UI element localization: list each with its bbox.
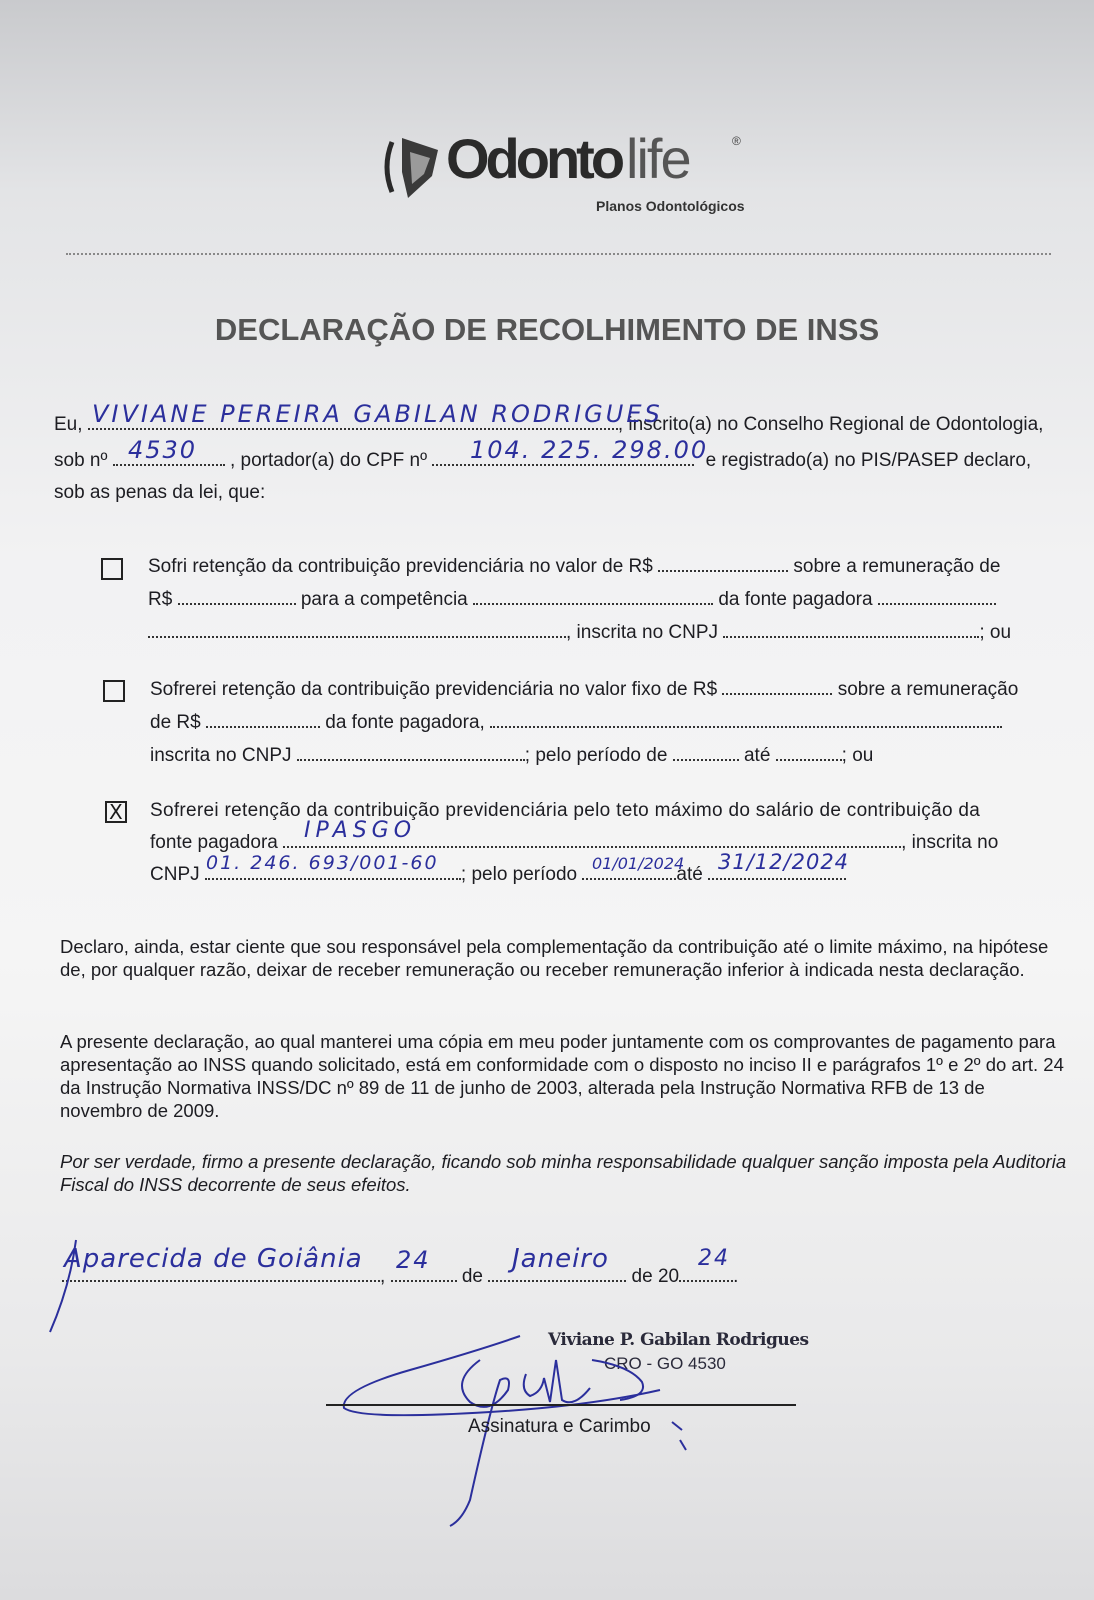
option3-text-a: fonte pagadora (150, 832, 278, 853)
city-flourish-stroke (46, 1236, 86, 1336)
intro-after-name: , inscrito(a) no Conselho Regional de Odontologia, (617, 414, 1044, 435)
option2-text-b: sobre a remuneração (837, 679, 1019, 700)
option3-from-field (582, 877, 676, 880)
city-field-line (62, 1279, 380, 1282)
stamp-cro: CRO - GO 4530 (604, 1354, 726, 1373)
logo-brand-bold: Odonto (446, 127, 622, 190)
option2-text-c: de R$ (150, 712, 201, 733)
period-from-handwritten: 01/01/2024 (592, 854, 685, 873)
option2-text-e: inscrita no CNPJ (150, 745, 292, 766)
option3-checkbox[interactable] (105, 801, 127, 823)
option1-text-b: sobre a remuneração de (793, 556, 1001, 577)
stamp-name: Viviane P. Gabilan Rodrigues (548, 1330, 809, 1350)
paragraph-conformity: A presente declaração, ao qual manterei uma cópia em meu poder juntamente com os comprovantes de pagamento para apresentação ao INSS quando solicitado, está em conformidade com o disposto no inciso II e parágrafos 1º e 2º do art. 24 da Instrução Normativa INSS/DC nº 89 de 11 de junho de 2003, alterada pela Instrução Normativa RFB de 13 de novembro de 2009. (60, 1031, 1064, 1121)
day-field-line (391, 1279, 457, 1282)
option1-value-field (658, 569, 788, 572)
option3-line2 (150, 832, 998, 854)
option2-line2 (150, 712, 1002, 734)
logo (380, 128, 760, 228)
option2-text-a: Sofrerei retenção da contribuição previdenciária no valor fixo de R$ (150, 679, 718, 700)
option1-line3 (148, 622, 1011, 644)
option3-to-field (708, 877, 846, 880)
option1-checkbox[interactable] (101, 558, 123, 580)
option1-fonte-cont-field (148, 635, 566, 638)
option3-line1: Sofrerei retenção da contribuição previdenciária pelo teto máximo do salário de contribuição da (150, 800, 981, 821)
option1-text-d: para a competência (300, 589, 468, 610)
logo-registered-mark: ® (732, 134, 741, 148)
signature-label: Assinatura e Carimbo (468, 1416, 651, 1437)
option2-fonte-field (490, 725, 1002, 728)
option2-to-field (776, 758, 842, 761)
option2-from-field (673, 758, 739, 761)
logo-mark-icon (380, 132, 442, 202)
month-field-line (488, 1279, 626, 1282)
option1-remuneration-field (178, 602, 296, 605)
intro-registrado: e registrado(a) no PIS/PASEP declaro, (705, 450, 1032, 471)
year-field-line (679, 1279, 733, 1282)
option3-text-e: até (676, 864, 703, 885)
logo-tagline: Planos Odontológicos (596, 198, 745, 214)
header-divider (66, 253, 1051, 255)
period-to-handwritten: 31/12/2024 (718, 850, 850, 874)
option2-text-h: ; ou (841, 745, 874, 766)
option2-text-d: da fonte pagadora, (325, 712, 485, 733)
option1-text-e: da fonte pagadora (718, 589, 873, 610)
paragraph-closing: Por ser verdade, firmo a presente declaração, ficando sob minha responsabilidade qualquer sanção imposta pela Auditoria Fiscal do INSS decorrente de seus efeitos. (60, 1151, 1067, 1195)
day-handwritten: 24 (396, 1246, 431, 1274)
cpf-handwritten: 104. 225. 298.00 (470, 436, 709, 464)
option1-competencia-field (473, 602, 713, 605)
option2-remuneration-field (206, 725, 320, 728)
year-handwritten: 24 (698, 1246, 730, 1271)
option3-check-mark: X (109, 800, 123, 824)
option1-line2 (148, 589, 996, 611)
option1-cnpj-field (723, 635, 979, 638)
date-comma: , (380, 1266, 386, 1287)
date-de-2: de 20 (631, 1266, 680, 1287)
signature-line (326, 1404, 796, 1406)
option3-fonte-field (283, 845, 901, 848)
option2-text-g: até (743, 745, 771, 766)
option1-text-a: Sofri retenção da contribuição previdenciária no valor de R$ (148, 556, 653, 577)
date-dot: . (733, 1266, 739, 1287)
option1-fonte-field (878, 602, 996, 605)
option3-text-c: CNPJ (150, 864, 200, 885)
option3-text-d: ; pelo período (460, 864, 578, 885)
paragraph-responsibility: Declaro, ainda, estar ciente que sou responsável pela complementação da contribuição até o limite máximo, na hipótese de, por qualquer razão, deixar de receber remuneração ou receber remuneração inferior à indicada nesta declaração. (60, 936, 1049, 980)
intro-sob: sob nº (54, 450, 108, 471)
option1-text-g: ; ou (979, 622, 1012, 643)
option2-value-field (722, 692, 832, 695)
city-handwritten: Aparecida de Goiânia (64, 1244, 363, 1274)
option2-line1 (150, 679, 1018, 701)
intro-eu: Eu, (54, 414, 83, 435)
logo-brand-light: life (626, 127, 690, 190)
intro-portador: , portador(a) do CPF nº (229, 450, 428, 471)
option2-text-f: ; pelo período de (524, 745, 668, 766)
option1-text-f: , inscrita no CNPJ (566, 622, 719, 643)
option2-cnpj-field (297, 758, 525, 761)
number-handwritten: 4530 (128, 436, 198, 464)
option1-line1 (148, 556, 1000, 578)
name-handwritten: VIVIANE PEREIRA GABILAN RODRIGUES (92, 400, 663, 428)
option3-text-b: , inscrita no (901, 832, 999, 853)
option2-line3 (150, 745, 873, 767)
document-title: DECLARAÇÃO DE RECOLHIMENTO DE INSS (214, 312, 880, 347)
intro-line-3: sob as penas da lei, que: (54, 482, 266, 503)
fonte-handwritten: IPASGO (304, 818, 417, 843)
cnpj-handwritten: 01. 246. 693/001-60 (206, 852, 439, 874)
option1-text-c: R$ (148, 589, 173, 610)
option3-cnpj-field (205, 877, 461, 880)
option2-checkbox[interactable] (103, 680, 125, 702)
date-de-1: de (461, 1266, 483, 1287)
month-handwritten: Janeiro (512, 1244, 609, 1274)
